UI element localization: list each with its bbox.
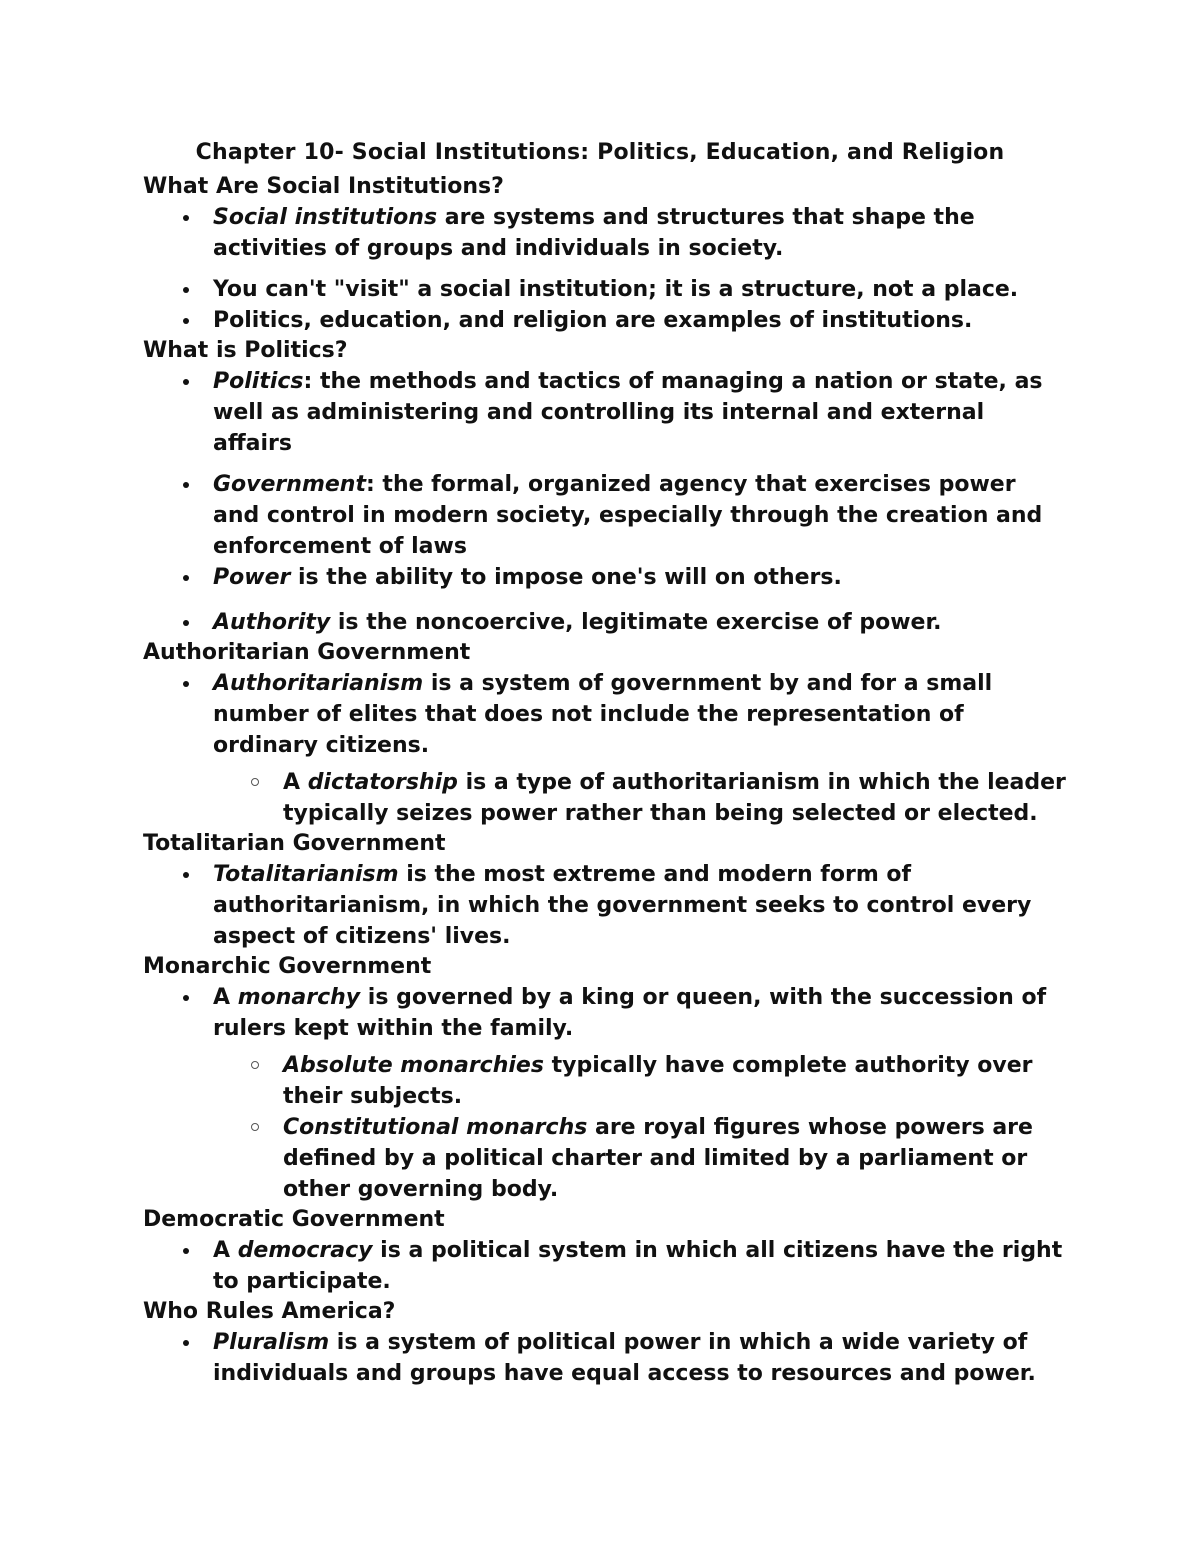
bullet-list [143, 982, 1068, 1205]
item-text: is governed by a king or queen, with the succession of rulers kept within the family. [213, 985, 1047, 1041]
list-item [143, 562, 1068, 593]
item-text: are systems and structures that shape the activities of groups and individuals in society. [213, 205, 975, 261]
bullet-list [143, 1235, 1068, 1297]
list-item [143, 607, 1068, 638]
list-item [143, 469, 1068, 562]
list-item [143, 1235, 1068, 1297]
item-text: typically have complete authority over their subjects. [283, 1053, 1033, 1109]
list-item [143, 668, 1068, 829]
term: Constitutional monarchs [283, 1115, 588, 1140]
bullet-list [143, 859, 1068, 952]
list-item [143, 202, 1068, 264]
term: Government [213, 472, 366, 497]
bullet-list [143, 668, 1068, 829]
section-heading-monarchic: Monarchic Government [143, 954, 432, 979]
sub-list-item [213, 767, 1068, 829]
term: Authoritarianism [213, 671, 424, 696]
term: Totalitarianism [213, 862, 399, 887]
section-heading-politics: What is Politics? [143, 338, 348, 363]
section-heading-who-rules: Who Rules America? [143, 1299, 396, 1324]
item-text: is a political system in which all citizens have the right to participate. [213, 1238, 1063, 1294]
list-item [143, 305, 1068, 336]
sub-list-item [213, 1112, 1068, 1205]
item-text: : the formal, organized agency that exercises power and control in modern society, especially through the creation and enforcement of laws [213, 472, 1043, 559]
list-item [143, 1327, 1068, 1389]
list-item [143, 859, 1068, 952]
page-title: Chapter 10- Social Institutions: Politics, Education, and Religion [195, 140, 1005, 165]
term: Power [213, 565, 291, 590]
item-text: is the ability to impose one's will on others. [290, 565, 842, 590]
item-text: You can't "visit" a social institution; it is a structure, not a place. [213, 277, 1019, 302]
bullet-list [143, 1327, 1068, 1389]
item-text: is the most extreme and modern form of authoritarianism, in which the government seeks to control every aspect of citizens' lives. [213, 862, 1032, 949]
notes-body [143, 172, 1068, 1389]
item-text: Politics, education, and religion are examples of institutions. [213, 308, 973, 333]
item-prefix: A [213, 985, 238, 1010]
item-text: is a system of government by and for a small number of elites that does not include the representation of ordinary citizens. [213, 671, 993, 758]
term: Pluralism [213, 1330, 330, 1355]
item-text: : the methods and tactics of managing a nation or state, as well as administering and controlling its internal and external affairs [213, 369, 1043, 456]
item-prefix: A [283, 770, 308, 795]
bullet-list [143, 366, 1068, 638]
item-text: is a type of authoritarianism in which the leader typically seizes power rather than being selected or elected. [283, 770, 1066, 826]
sub-bullet-list [213, 1050, 1068, 1205]
list-item [143, 982, 1068, 1205]
item-text: is a system of political power in which a wide variety of individuals and groups have equal access to resources and power. [213, 1330, 1036, 1386]
item-prefix: A [213, 1238, 238, 1263]
term: democracy [237, 1238, 373, 1263]
term: Social institutions [213, 205, 438, 230]
sub-list-item [213, 1050, 1068, 1112]
term: dictatorship [307, 770, 458, 795]
section-heading-democratic: Democratic Government [143, 1207, 445, 1232]
section-heading-social-institutions: What Are Social Institutions? [143, 174, 504, 199]
section-heading-authoritarian: Authoritarian Government [143, 640, 471, 665]
item-text: are royal figures whose powers are defined by a political charter and limited by a parliament or other governing body. [283, 1115, 1033, 1202]
term: Absolute monarchies [283, 1053, 544, 1078]
sub-bullet-list [213, 767, 1068, 829]
term: Politics [213, 369, 304, 394]
term: Authority [213, 610, 331, 635]
bullet-list [143, 202, 1068, 336]
term: monarchy [237, 985, 361, 1010]
item-text: is the noncoercive, legitimate exercise of power. [330, 610, 942, 635]
list-item [143, 274, 1068, 305]
list-item [143, 366, 1068, 459]
section-heading-totalitarian: Totalitarian Government [143, 831, 446, 856]
